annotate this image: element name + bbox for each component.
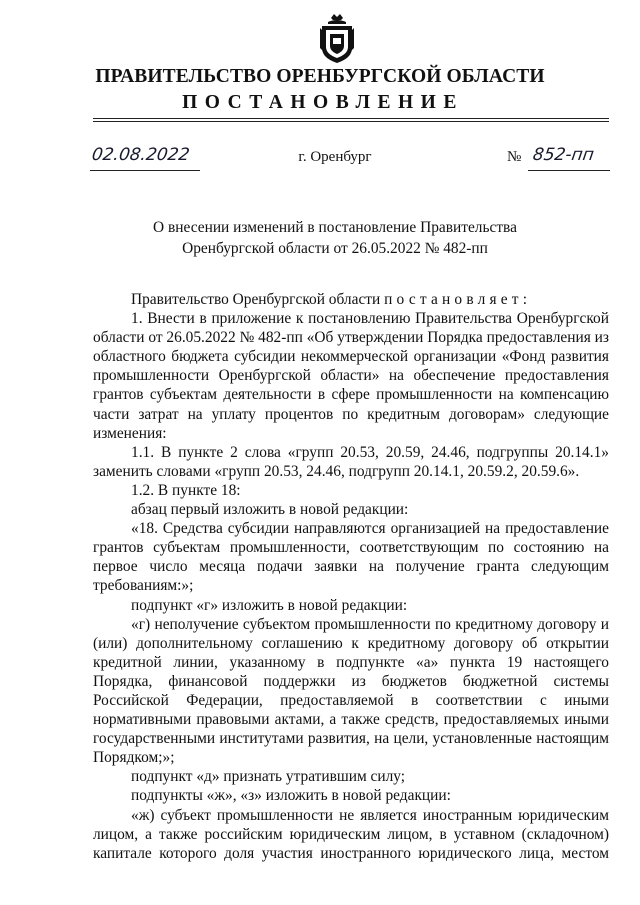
paragraph-subitems-zh-z-intro: подпункты «ж», «з» изложить в новой редакции: (131, 787, 451, 805)
government-title: ПРАВИТЕЛЬСТВО ОРЕНБУРГСКОЙ ОБЛАСТИ (95, 66, 545, 87)
subject-line-2: Оренбургской области от 26.05.2022 № 482-пп (182, 239, 488, 257)
paragraph-subitem-d: подпункт «д» признать утратившим силу; (131, 768, 406, 786)
intro-prefix: Правительство Оренбургской области (131, 291, 381, 308)
paragraph-subitem-g-intro: подпункт «г» изложить в новой редакции: (131, 596, 408, 614)
header-rule-bottom (93, 121, 609, 122)
paragraph-item-18: «18. Средства субсидии направляются организацией на предоставление грантов субъектам промышленности, соответствующим по состоянию на первое число месяца подачи заявки на получение гранта следующим требованиям:»; (93, 520, 609, 595)
city-name: г. Оренбург (298, 149, 372, 165)
paragraph-first-abzac: абзац первый изложить в новой редакции: (131, 501, 409, 519)
decree-date: 02.08.2022 (90, 145, 191, 165)
paragraph-1-1: 1.1. В пункте 2 слова «групп 20.53, 20.59, 24.46, подгруппы 20.14.1» заменить словами «групп 20.53, 24.46, подгрупп 20.14.1, 20.59.2, 20.59.6». (93, 443, 609, 480)
orenburg-coat-of-arms-icon (318, 12, 356, 64)
date-underline (90, 170, 200, 171)
intro-decrees-word: постановляет: (384, 291, 532, 308)
intro-paragraph (93, 290, 609, 309)
paragraph-subitem-g: «г) неполучение субъектом промышленности по кредитному договору и (или) дополнительному соглашению к кредитному договору об открытии кредитной линии, указанному в подпункте «а» пункта 19 настоящего Порядка, финансовой поддержки из бюджетов бюджетной системы Российской Федерации, предоставляемой в соответствии с иными нормативными правовыми актами, а также средств, предоставляемых иными государственными институтами развития, на цели, установленные настоящим Порядком;»; (93, 615, 609, 767)
subject-line-1: О внесении изменений в постановление Правительства (153, 219, 517, 236)
paragraph-1-2: 1.2. В пункте 18: (131, 481, 241, 499)
number-sign: № (507, 149, 522, 165)
decree-subject (0, 218, 640, 259)
header-rule-top (93, 118, 609, 119)
decree-body (93, 290, 609, 863)
paragraph-1: 1. Внести в приложение к постановлению Правительства Оренбургской области от 26.05.2022 № 482-пп «Об утверждении Порядка предоставления из областного бюджета субсидии некоммерческой организации «Фонд развития промышленности Оренбургской области» на обеспечение предоставления грантов субъектам деятельности в сфере промышленности на компенсацию части затрат на уплату процентов по кредитным договорам» следующие изменения: (93, 310, 609, 442)
decree-title: ПОСТАНОВЛЕНИЕ (182, 92, 464, 113)
decree-number: 852-пп (531, 145, 596, 165)
number-underline (528, 170, 610, 171)
paragraph-subitem-zh: «ж) субъект промышленности не является иностранным юридическим лицом, а также российским юридическим лицом, в уставном (складочном) капитале которого доля участия иностранного юридического лица, местом (93, 806, 609, 862)
